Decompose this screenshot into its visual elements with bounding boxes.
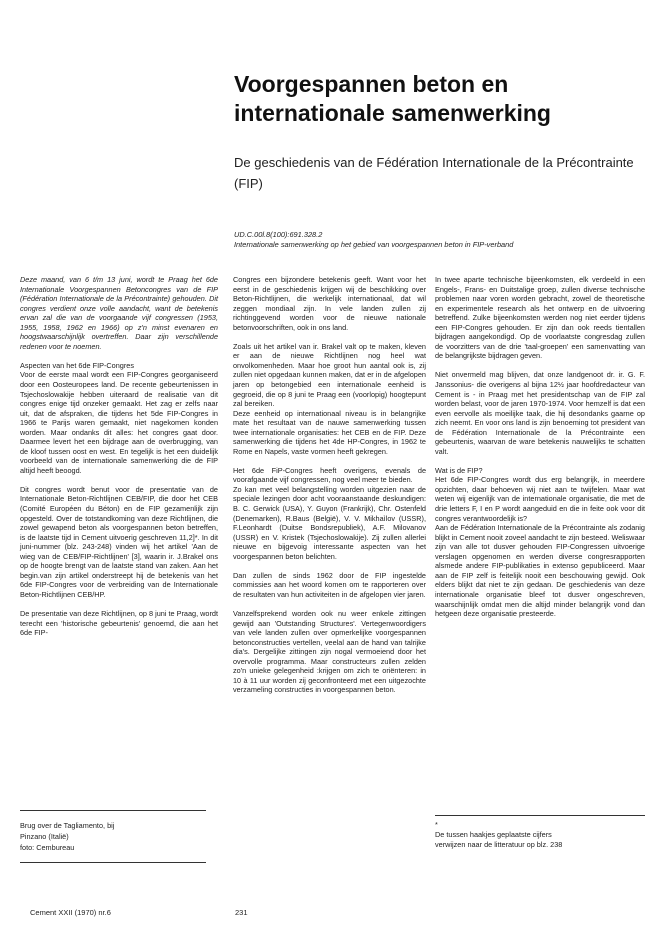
body-paragraph: Dit congres wordt benut voor de presentatie van de Internationale Beton-Richtlijnen CEB/FIP, die door het CEB (Comité Européen du Béton) en de FIP gezamenlijk zijn opgesteld. Over de totstandkoming van deze Richtlijnen, die zowel gewapend beton als voorgespannen beton betreffen, is de laatste tijd in Cement uitvoerig geschreven 11,2]*. In dit juni-nummer (blz. 243-248) vinden wij het artikel 'Aan de wieg van de CEB/FIP-Richtlijnen' [3], waarin ir. J.Brakel ons op de hoogte brengt van de laatste stand van zaken. Aan het begin.van zijn artikel onderstreept hij de betekenis van het 6de FIP-Congres voor de verbreiding van de Internationale Beton-Richtlijnen CEB/HP. [20, 484, 218, 599]
body-paragraph: In twee aparte technische bijeenkomsten, elk verdeeld in een Engels-, Frans- en Duitstalige groep, zullen diverse technische problemen naar voren worden gebracht, zowel de theoretische en experimentele research als het ontwerp en de uitvoering betreffend. Zulke bijeenkomsten werden nog niet eerder tijdens een FIP-Congres gehouden. Er zijn dan ook reeds tientallen bijdragen aangekondigd. Op de voorlaatste congresdag zullen de voorzitters van de drie 'taal-groepen' een samenvatting van de belangrijkste bijdragen geven. [435, 275, 645, 361]
body-paragraph: Zoals uit het artikel van ir. Brakel valt op te maken, kleven er aan de nieuwe Richtlijnen nog heel wat onvolkomenheden. Maar hoe groot hun aantal ook is, zij zullen niet opgedaan kunnen maken, dat er in de afgelopen jaren op betongebied een internationale eenheid is gegroeid, die op 8 juni te Praag een (voorlopig) hoogtepunt zal bereiken. Deze eenheid op internationaal niveau is in belangrijke mate het resultaat van de nauwe samenwerking tussen twee internationale organisaties: het CEB en de FIP. Deze samenwerking die tijdens het 4de HP-Congres, in 1962 te Rome en Napels, vaste vormen heeft gekregen. [233, 341, 426, 456]
body-paragraph: Dan zullen de sinds 1962 door de FIP ingestelde commissies aan het woord komen om te rapporteren over de resultaten van hun activiteiten in de afgelopen vier jaren. [233, 570, 426, 599]
footnote-line: verwijzen naar de litteratuur op blz. 238 [435, 840, 563, 849]
body-paragraph: Vanzelfsprekend worden ook nu weer enkele zittingen gewijd aan 'Outstanding Structures'. Vertegenwoordigers van vele landen zullen over opmerkelijke voorgespannen betonconstructies vertellen, veelal aan de hand van talrijke dia's. Dergelijke zittingen zijn nogal vermoeiend door het overvolle programma. Maar constructeurs zullen zelden zo'n unieke gelegenheid :krijgen om zich te oriënteren: in 10 à 11 uur worden zij geconfronteerd met een uitgezochte verzameling constructies in voorgespannen beton. [233, 608, 426, 695]
article-subtitle: De geschiedenis van de Fédération Internationale de la Précontrainte (FIP) [234, 155, 634, 191]
caption-line: Brug over de Tagliamento, bij [20, 821, 115, 830]
body-paragraph: Congres een bijzondere betekenis geeft. Want voor het eerst in de geschiedenis krijgen wij de beschikking over Beton-Richtlijnen, die werkelijk internationaal, dat wil zeggen mondiaal zijn. In vele landen zullen zij richtinggevend worden voor de nieuwe nationale betonvoorschriften, ook in ons land. [233, 275, 426, 332]
footnote-line: De tussen haakjes geplaatste cijfers [435, 830, 552, 839]
column-2 [233, 275, 426, 704]
body-paragraph: Wat is de FIP? Het 6de FIP-Congres wordt dus erg belangrijk, in meerdere opzichten, daar behoeven wij niet aan te twijfelen. Maar wat weten wij eigenlijk van de internationale organisatie, die met de drie letters F, I en P wordt aangeduid en die in feite ook voor dit congres verantwoordelijk is? Aan de Fédération Internationale de la Précontrainte als zodanig blijkt in Cement nooit zoveel aandacht te zijn besteed. Weliswaar zijn van alle tot dusver gehouden FIP-Congressen uitvoerige verslagen opgenomen en werden diverse congresrapporten alsmede andere FIP-publikaties in extenso gepubliceerd. Maar aan de FIP zelf is feitelijk nooit een beschouwing gewijd. Ook elders blijkt dat niet te zijn gedaan. De geschiedenis van deze internationale organisatie bleef tot dusver ongeschreven, waarschijnlijk omdat men die altijd minder belangrijk vond dan hetgeen deze organisatie presteerde. [435, 465, 645, 619]
body-paragraph: Niet onvermeld mag blijven, dat onze landgenoot dr. ir. G. F. Janssonius- die overigens al bijna 12½ jaar hoofdredacteur van Cement is - in Praag met het presidentschap van de FIP zal worden belast, voor de jaren 1970-1974. Voor hemzelf is dat een even eervolle als moeilijke taak, die hij desondanks gaarne op zich neemt. En voor ons land is zijn benoeming tot president van de Fédération Internationale de la Précontrainte een gebeurtenis, waarvan de ware betekenis nauwelijks te schatten valt. [435, 370, 645, 456]
body-paragraph: Het 6de FiP-Congres heeft overigens, evenals de voorafgaande vijf congressen, nog veel meer te bieden. Zo kan met veel belangstelling worden uitgezien naar de speciale lezingen door acht vooraanstaande deskundigen: B. C. Gerwick (USA), Y. Guyon (Frankrijk), Chr. Ostenfeld (Denemarken), R.Baus (België), V. V. Mikhaìlov (USSR), F.Leonhardt (Duitse Bondsrepubliek), A.F. Milovanov (USSR) en V. Kristek (Tsjechoslowakije). Zij zullen allerlei nieuwe en bijgevoig interessante aspecten van het voorgespannen beton belichten. [233, 465, 426, 561]
udc-description: Internationale samenwerking op het gebied van voorgespannen beton in FIP-verband [234, 240, 514, 249]
caption-line: Pinzano (Italië) [20, 832, 69, 841]
column-3 [435, 275, 645, 628]
body-paragraph: De presentatie van deze Richtlijnen, op 8 juni te Praag, wordt terecht een 'historische gebeurtenis' genoemd, die aan het 6de FIP- [20, 609, 218, 638]
journal-reference: Cement XXII (1970) nr.6 [30, 908, 111, 917]
udc-code: UD.C.00l.8(100):691.328.2 [234, 230, 323, 239]
caption-rule [20, 810, 206, 811]
photo-caption [20, 820, 218, 853]
intro-paragraph: Deze maand, van 6 t/m 13 juni, wordt te Praag het 6de Internationale Voorgespannen Betoncongres van de FIP (Fédération Internationale de la Précontrainte) gehouden. Dit congres verdient onze volle aandacht, want de betekenis ervan zal die van de voorgaande vijf congressen (1953, 1955, 1958, 1962 en 1966) op z'n minst evenaren en hoogstwaarschijnlijk overtreffen. Daar zijn verschillende redenen voor te noemen. [20, 275, 218, 351]
page-number: 231 [235, 908, 248, 917]
caption-bottom-rule [20, 862, 206, 863]
caption-line: foto: Cembureau [20, 843, 75, 852]
column-1 [20, 275, 218, 647]
article-title: Voorgespannen beton en internationale samenwerking [234, 71, 551, 126]
body-paragraph: Aspecten van het 6de FIP-Congres Voor de eerste maal wordt een FIP-Congres georganiseerd door een Oosteuropees land. De recente gebeurtenissen in Tsjechoslowakije hebben uiteraard de realisatie van dit congres enige tijd onzeker gemaakt. Het zag er zelfs naar uit, dat de afspraken, die tijdens het 5de FIP-Congres in 1966 te Parijs waren gemaakt, niet nagekomen konden worden. Maar ondanks dit alles: het congres gaat door. Daarmee levert het een bijdrage aan de overbrugging, van de kloof tussen oost en west. En tegelijk is het een duidelijk voorbeeld van de internationale samenwerking die de FIP altijd heeft beoogd. [20, 360, 218, 475]
footnote-marker: * [435, 820, 438, 829]
udc-block [234, 230, 654, 250]
footnote [435, 820, 645, 850]
footnote-rule [435, 815, 645, 816]
